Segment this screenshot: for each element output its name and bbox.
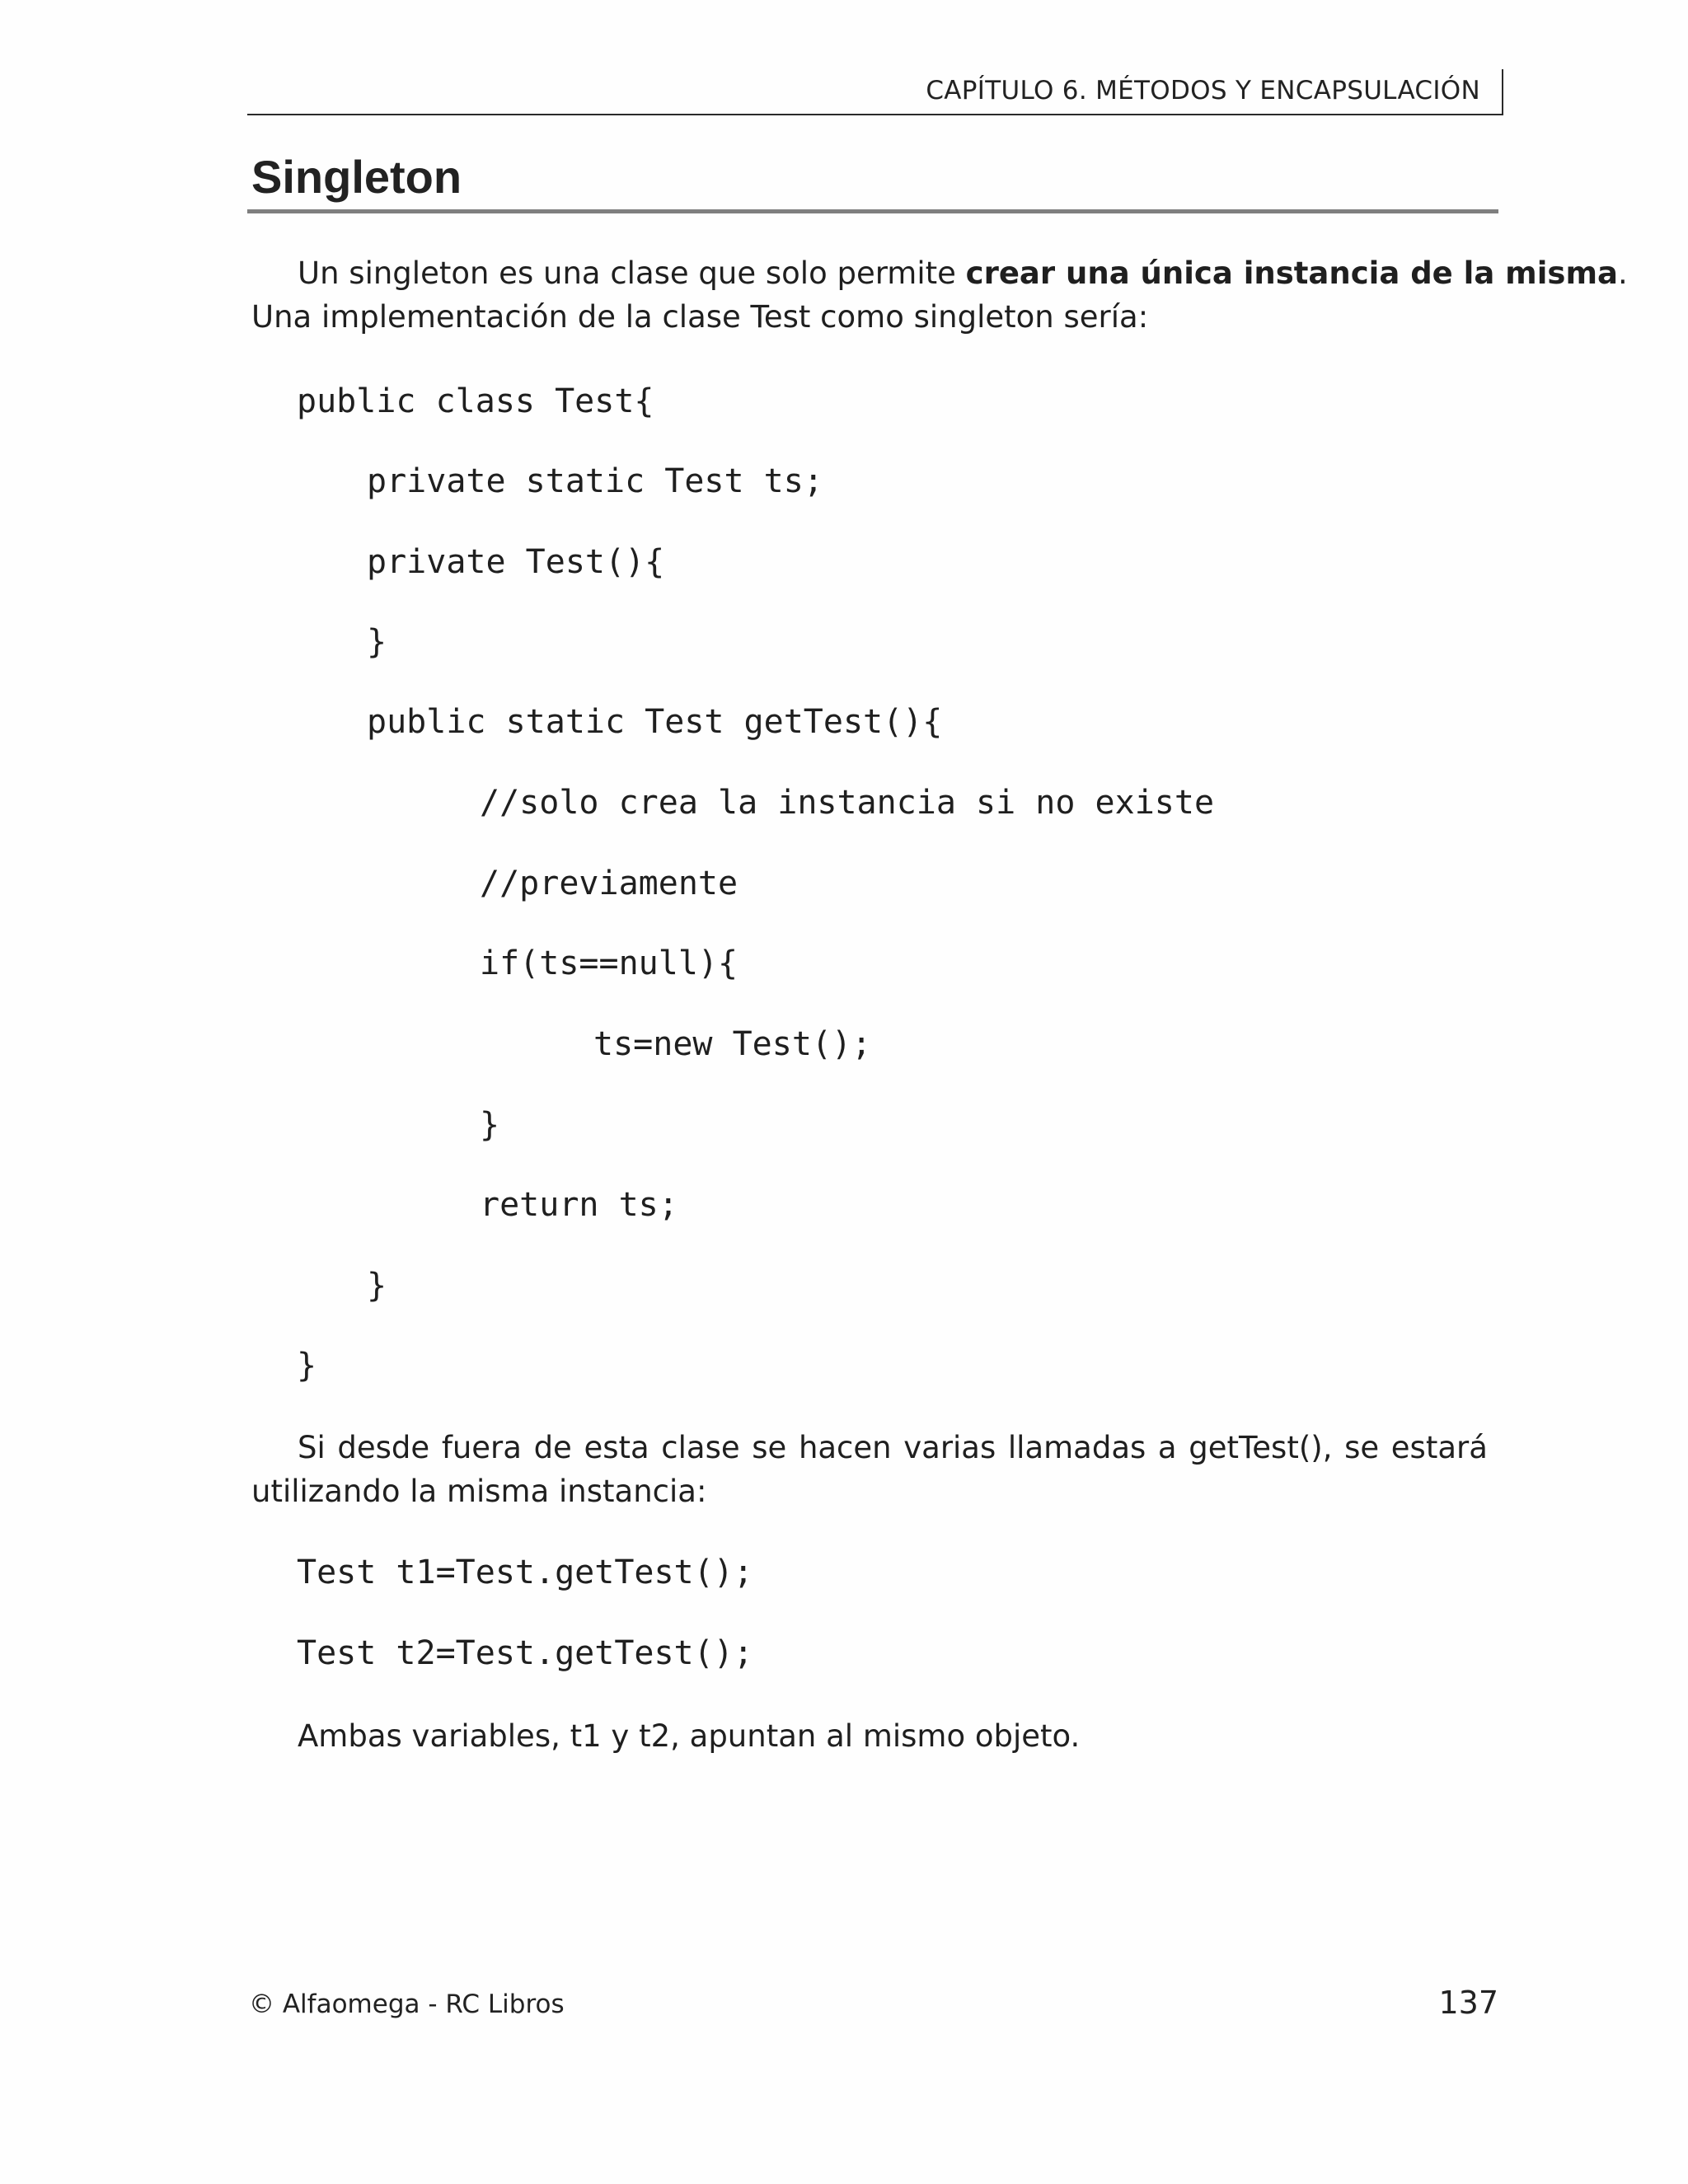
middle-word: Si xyxy=(298,1430,326,1465)
intro-text: Un singleton es una clase que solo permite xyxy=(298,255,966,291)
middle-line-2: utilizando la misma instancia: xyxy=(251,1474,707,1509)
code-line: public static Test getTest(){ xyxy=(367,703,943,741)
code-line: public class Test{ xyxy=(297,382,654,420)
middle-word: fuera xyxy=(441,1430,522,1465)
intro-period: . xyxy=(1617,255,1628,291)
closing-text: Ambas variables, t1 y t2, apuntan al mismo objeto. xyxy=(298,1718,1081,1754)
middle-word: varias xyxy=(903,1430,996,1465)
intro-line-2: Una implementación de la clase Test como singleton sería: xyxy=(251,299,1149,335)
page-number: 137 xyxy=(1438,1985,1498,2021)
middle-word: a xyxy=(1157,1430,1177,1465)
middle-word: desde xyxy=(337,1430,430,1465)
middle-word: estará xyxy=(1390,1430,1488,1465)
code-line: if(ts==null){ xyxy=(480,944,738,982)
code-line: return ts; xyxy=(480,1186,678,1224)
chapter-title: CAPÍTULO 6. MÉTODOS Y ENCAPSULACIÓN xyxy=(926,76,1480,105)
code-line: Test t1=Test.getTest(); xyxy=(297,1554,753,1591)
middle-word: de xyxy=(533,1430,572,1465)
middle-paragraph xyxy=(251,1426,1488,1513)
title-underline xyxy=(247,209,1498,213)
middle-word: getTest(), xyxy=(1189,1430,1333,1465)
middle-word: se xyxy=(1344,1430,1380,1465)
header-rule-tick xyxy=(1502,69,1503,114)
code-line: } xyxy=(367,1267,387,1305)
code-comment: //solo crea la instancia si no existe xyxy=(480,784,1215,822)
middle-word: hacen xyxy=(798,1430,892,1465)
middle-word: se xyxy=(752,1430,787,1465)
code-line: private Test(){ xyxy=(367,543,665,581)
running-header xyxy=(247,69,1503,115)
code-line: } xyxy=(297,1347,317,1385)
code-comment: //previamente xyxy=(480,865,738,902)
code-line: ts=new Test(); xyxy=(593,1025,872,1063)
middle-word: esta xyxy=(584,1430,649,1465)
intro-bold-text: crear una única instancia de la misma xyxy=(965,255,1618,291)
intro-line-1 xyxy=(251,251,1628,295)
code-line: Test t2=Test.getTest(); xyxy=(297,1634,753,1672)
publisher-credit: © Alfaomega - RC Libros xyxy=(249,1990,565,2019)
section-title: Singleton xyxy=(251,151,462,203)
middle-word: llamadas xyxy=(1007,1430,1146,1465)
code-line: private static Test ts; xyxy=(367,462,823,500)
middle-word: clase xyxy=(661,1430,740,1465)
middle-line-1 xyxy=(251,1426,1488,1469)
code-line: } xyxy=(480,1106,500,1144)
code-line: } xyxy=(367,623,387,661)
intro-paragraph xyxy=(251,251,1628,339)
closing-paragraph xyxy=(251,1714,1488,1758)
